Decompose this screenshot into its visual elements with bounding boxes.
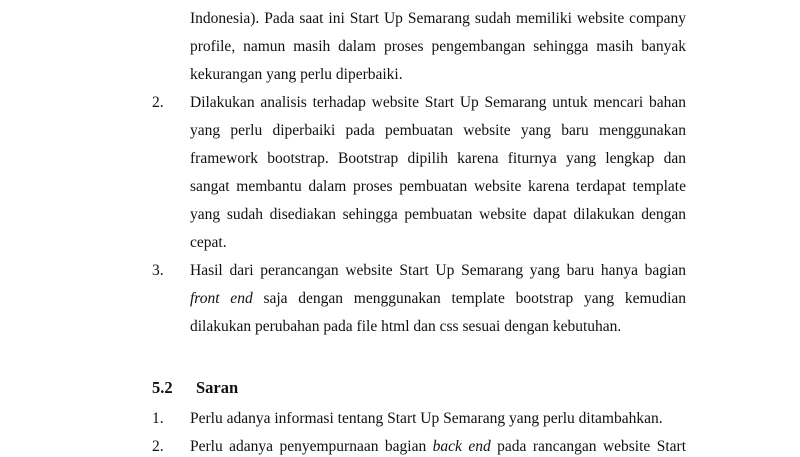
item2-line-3: framework bootstrap. Bootstrap dipilih karena fiturnya yang lengkap dan — [190, 150, 686, 167]
item3-front-end-em: front end — [190, 290, 253, 307]
saran2-number: 2. — [152, 438, 164, 455]
saran2-text-after: pada rancangan website Start — [490, 438, 687, 455]
item3-line-2-rest: saja dengan menggunakan template bootstrap yang kemudian — [252, 290, 687, 307]
section-title: Saran — [196, 378, 239, 397]
saran1-number: 1. — [152, 410, 164, 427]
item3-line-2 — [190, 289, 686, 309]
item2-line-6: cepat. — [190, 234, 227, 251]
saran2-text — [190, 437, 686, 457]
saran2-back-end-em: back end — [432, 438, 491, 455]
saran2-text-before: Perlu adanya penyempurnaan bagian — [190, 438, 433, 455]
item2-line-4: sangat membantu dalam proses pembuatan website karena terdapat template — [190, 178, 686, 195]
item1-line-3: kekurangan yang perlu diperbaiki. — [190, 66, 403, 83]
item3-line-1: Hasil dari perancangan website Start Up Semarang yang baru hanya bagian — [190, 262, 686, 279]
item2-line-1: Dilakukan analisis terhadap website Start Up Semarang untuk mencari bahan — [190, 94, 686, 111]
item1-line-2: profile, namun masih dalam proses pengembangan sehingga masih banyak — [190, 38, 686, 55]
item2-number: 2. — [152, 94, 164, 111]
item3-line-3: dilakukan perubahan pada file html dan css sesuai dengan kebutuhan. — [190, 318, 622, 335]
item3-number: 3. — [152, 262, 164, 279]
section-number: 5.2 — [152, 378, 173, 397]
item1-line-1: Indonesia). Pada saat ini Start Up Semarang sudah memiliki website company — [190, 10, 686, 27]
saran1-text: Perlu adanya informasi tentang Start Up Semarang yang perlu ditambahkan. — [190, 410, 663, 427]
item2-line-5: yang sudah disediakan sehingga pembuatan website dapat dilakukan dengan — [190, 206, 686, 223]
item2-line-2: yang perlu diperbaiki pada pembuatan website yang baru menggunakan — [190, 122, 686, 139]
